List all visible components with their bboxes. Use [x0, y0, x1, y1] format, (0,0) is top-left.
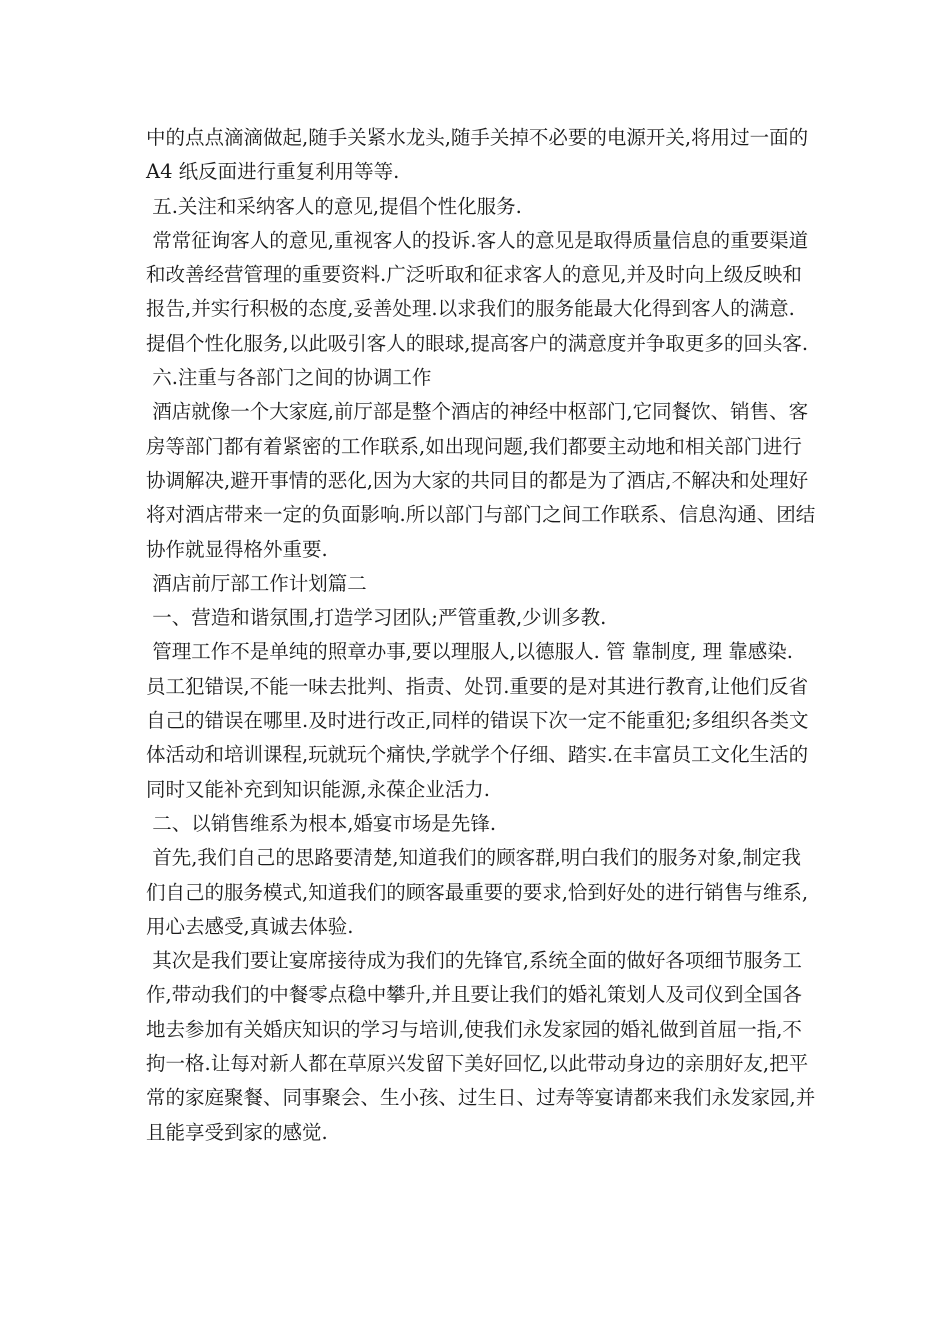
text-line: 常常征询客人的意见,重视客人的投诉.客人的意见是取得质量信息的重要渠道: [146, 228, 809, 252]
text-line: 作,带动我们的中餐零点稳中攀升,并且要让我们的婚礼策划人及司仪到全国各: [146, 983, 802, 1007]
text-line: 将对酒店带来一定的负面影响.所以部门与部门之间工作联系、信息沟通、团结: [146, 503, 816, 527]
section-heading: 六.注重与各部门之间的协调工作: [146, 366, 432, 390]
text-line: 们自己的服务模式,知道我们的顾客最重要的要求,恰到好处的进行销售与维系,: [146, 880, 809, 904]
text-line: 和改善经营管理的重要资料.广泛听取和征求客人的意见,并及时向上级反映和: [146, 263, 802, 287]
text-line: 协调解决,避开事情的恶化,因为大家的共同目的都是为了酒店,不解决和处理好: [146, 468, 809, 492]
text-line: 同时又能补充到知识能源,永葆企业活力.: [146, 777, 490, 801]
text-line: 首先,我们自己的思路要清楚,知道我们的顾客群,明白我们的服务对象,制定我: [146, 846, 801, 870]
text-line: 常的家庭聚餐、同事聚会、生小孩、过生日、过寿等宴请都来我们永发家园,并: [146, 1086, 816, 1110]
text-line: 管理工作不是单纯的照章办事,要以理服人,以德服人. 管 靠制度, 理 靠感染.: [146, 640, 793, 664]
text-line: 其次是我们要让宴席接待成为我们的先锋官,系统全面的做好各项细节服务工: [146, 949, 802, 973]
text-line: 用心去感受,真诚去体验.: [146, 914, 354, 938]
section-heading: 二、以销售维系为根本,婚宴市场是先锋.: [146, 811, 497, 835]
text-line: 提倡个性化服务,以此吸引客人的眼球,提高客户的满意度并争取更多的回头客.: [146, 331, 809, 355]
section-heading: 一、营造和谐氛围,打造学习团队;严管重教,少训多教.: [146, 606, 607, 630]
text-line: 自己的错误在哪里.及时进行改正,同样的错误下次一定不能重犯;多组织各类文: [146, 709, 809, 733]
section-heading: 五.关注和采纳客人的意见,提倡个性化服务.: [146, 194, 522, 218]
text-line: 且能享受到家的感觉.: [146, 1120, 328, 1144]
chapter-title: 酒店前厅部工作计划篇二: [146, 571, 367, 595]
text-line: 酒店就像一个大家庭,前厅部是整个酒店的神经中枢部门,它同餐饮、销售、客: [146, 400, 809, 424]
text-line: 中的点点滴滴做起,随手关紧水龙头,随手关掉不必要的电源开关,将用过一面的: [146, 126, 809, 149]
document-body: [146, 121, 826, 1150]
text-line: 体活动和培训课程,玩就玩个痛快,学就学个仔细、踏实.在丰富员工文化生活的: [146, 743, 809, 767]
text-line: 地去参加有关婚庆知识的学习与培训,使我们永发家园的婚礼做到首屈一指,不: [146, 1017, 802, 1041]
text-line: A4 纸反面进行重复利用等等.: [146, 160, 400, 184]
text-line: 员工犯错误,不能一味去批判、指责、处罚.重要的是对其进行教育,让他们反省: [146, 674, 809, 698]
text-line: 拘一格.让每对新人都在草原兴发留下美好回忆,以此带动身边的亲朋好友,把平: [146, 1052, 809, 1076]
text-line: 协作就显得格外重要.: [146, 537, 328, 561]
text-line: 房等部门都有着紧密的工作联系,如出现问题,我们都要主动地和相关部门进行: [146, 434, 802, 458]
text-line: 报告,并实行积极的态度,妥善处理.以求我们的服务能最大化得到客人的满意.: [146, 297, 795, 321]
